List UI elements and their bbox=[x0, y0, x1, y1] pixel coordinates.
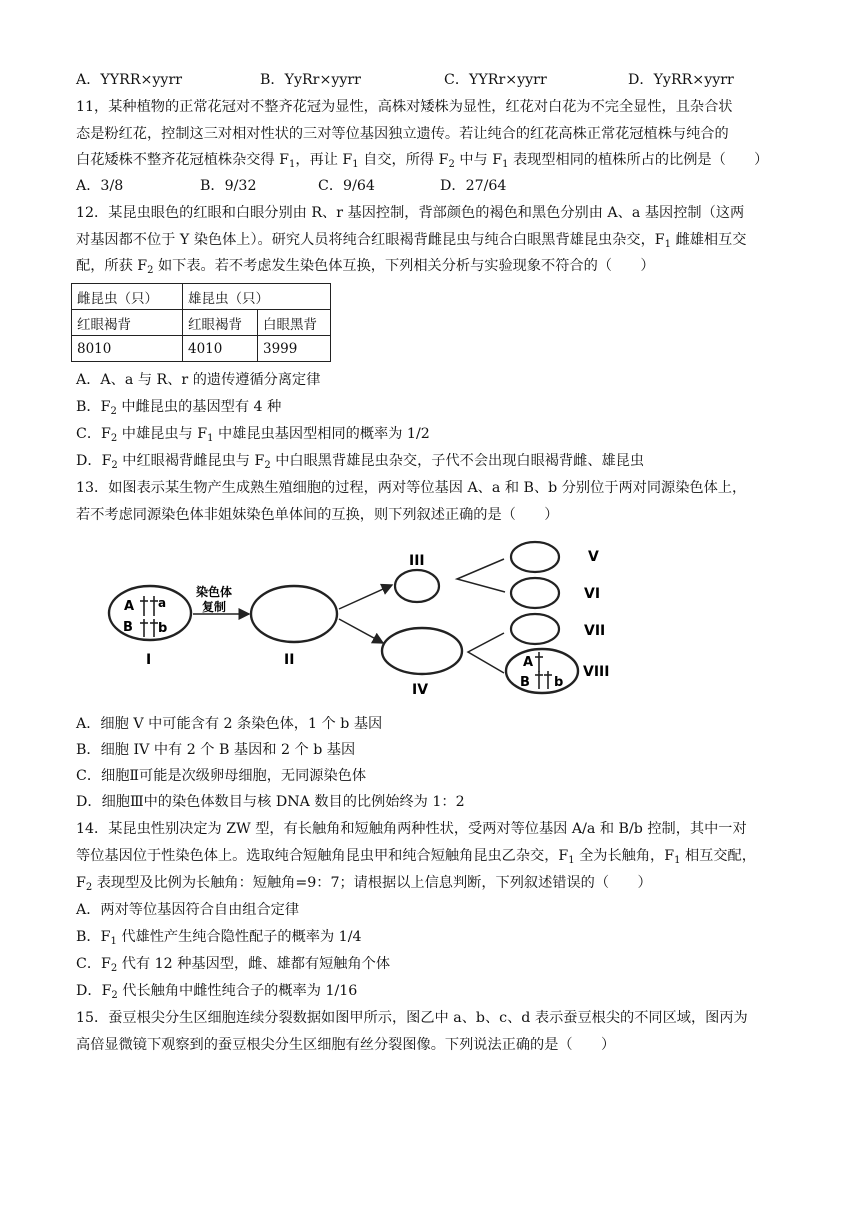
q12-option-a: A．A、a 与 R、r 的遗传遵循分离定律 bbox=[76, 372, 321, 388]
cell-label-1: I bbox=[146, 652, 152, 668]
table-row bbox=[72, 284, 331, 310]
subscript: 1 bbox=[664, 239, 672, 250]
table-header-female: 雌昆虫（只） bbox=[72, 284, 183, 310]
arrow bbox=[339, 619, 383, 643]
subscript: 2 bbox=[110, 406, 117, 417]
q12-text: 对基因都不位于 Y 染色体上）。研究人员将纯合红眼褐背雌昆虫与纯合白眼黑背雄昆虫杂交，F bbox=[76, 232, 665, 248]
q14-text: 等位基因位于性染色体上。选取纯合短触角昆虫甲和纯合短触角昆虫乙杂交，F bbox=[76, 848, 569, 864]
subscript: 1 bbox=[207, 433, 214, 444]
table-cell: 3999 bbox=[258, 336, 331, 362]
allele-label: b bbox=[554, 675, 564, 690]
q11-text: 自交，所得 F bbox=[358, 152, 449, 168]
q14-option-b bbox=[76, 927, 362, 947]
table-header-male: 雄昆虫（只） bbox=[183, 284, 331, 310]
q11-text: 中与 F bbox=[454, 152, 503, 168]
q11-stem-line1: 11，某种植物的正常花冠对不整齐花冠为显性，高株对矮株为显性，红花对白花为不完全显性，且杂合状 bbox=[76, 99, 733, 115]
cell-4 bbox=[382, 628, 462, 674]
subscript: 2 bbox=[264, 460, 271, 471]
subscript: 1 bbox=[502, 159, 509, 170]
q12-text: 中雌昆虫的基因型有 4 种 bbox=[116, 399, 282, 415]
allele-label: A bbox=[523, 655, 534, 670]
q14-text: 代长触角中雌性纯合子的概率为 1/16 bbox=[117, 983, 358, 999]
q12-stem-line3 bbox=[76, 256, 655, 276]
table-cell: 白眼黑背 bbox=[258, 310, 331, 336]
cell-7 bbox=[511, 614, 559, 644]
subscript: 2 bbox=[110, 433, 118, 444]
allele-label: A bbox=[124, 599, 135, 614]
arrow-label-replication: 染色体 bbox=[196, 585, 233, 599]
table-cell: 红眼褐背 bbox=[72, 310, 183, 336]
allele-label: B bbox=[520, 675, 530, 690]
cell-label-6: VI bbox=[584, 586, 601, 602]
q12-text: 配，所获 F bbox=[76, 258, 148, 274]
q10-options bbox=[76, 70, 734, 90]
q12-text: 雌雄相互交 bbox=[671, 232, 747, 248]
q11-option-b: B．9/32 bbox=[200, 178, 257, 194]
cell-label-3: III bbox=[409, 553, 425, 569]
meiosis-diagram bbox=[76, 533, 621, 703]
cell-5 bbox=[511, 542, 559, 572]
table-cell: 红眼褐背 bbox=[183, 310, 258, 336]
q14-option-d bbox=[76, 981, 357, 1001]
q10-option-a: A．YYRR×yyrr bbox=[76, 72, 183, 88]
q12-option-c bbox=[76, 424, 430, 444]
cell-8 bbox=[506, 649, 578, 693]
q15-stem-line2: 高倍显微镜下观察到的蚕豆根尖分生区细胞有丝分裂图像。下列说法正确的是（ ） bbox=[76, 1037, 616, 1053]
q11-text: 白花矮株不整齐花冠植株杂交得 F bbox=[76, 152, 289, 168]
q12-option-b bbox=[76, 397, 281, 417]
q14-text: F bbox=[76, 875, 86, 891]
q11-stem-line3 bbox=[76, 150, 768, 170]
q12-stem-line1: 12．某昆虫眼色的红眼和白眼分别由 R、r 基因控制，背部颜色的褐色和黑色分别由 A、a 基因控制（这两 bbox=[76, 205, 745, 221]
q15-stem-line1: 15．蚕豆根尖分生区细胞连续分裂数据如图甲所示，图乙中 a、b、c、d 表示蚕豆根尖的不同区域，图丙为 bbox=[76, 1010, 748, 1026]
q11-options bbox=[76, 176, 506, 196]
q14-text: 相互交配， bbox=[680, 848, 756, 864]
q12-stem-line2 bbox=[76, 230, 746, 250]
branch-arrow bbox=[468, 633, 504, 673]
subscript: 2 bbox=[111, 460, 118, 471]
cell-1 bbox=[109, 586, 191, 640]
q14-stem-line3 bbox=[76, 873, 652, 893]
q13-stem-line2: 若不考虑同源染色体非姐妹染色单体间的互换，则下列叙述正确的是（ ） bbox=[76, 507, 559, 523]
q14-stem-line1: 14．某昆虫性别决定为 ZW 型，有长触角和短触角两种性状，受两对等位基因 A/a 和 B/b 控制，其中一对 bbox=[76, 821, 747, 837]
subscript: 1 bbox=[352, 159, 359, 170]
q12-text: 如下表。若不考虑发生染色体互换，下列相关分析与实验现象不符合的（ ） bbox=[153, 258, 655, 274]
q14-text: D．F bbox=[76, 983, 112, 999]
allele-label: a bbox=[158, 596, 167, 610]
q12-text: 中雄昆虫与 F bbox=[117, 426, 208, 442]
cell-label-8: VIII bbox=[583, 664, 610, 680]
q12-text: B．F bbox=[76, 399, 111, 415]
subscript: 2 bbox=[448, 159, 455, 170]
cell-label-4: IV bbox=[412, 682, 429, 698]
subscript: 2 bbox=[111, 990, 118, 1001]
table-row bbox=[72, 310, 331, 336]
branch-arrow bbox=[457, 559, 505, 592]
q12-option-d bbox=[76, 451, 644, 471]
q14-option-a: A．两对等位基因符合自由组合定律 bbox=[76, 902, 300, 918]
q12-text: 中红眼褐背雌昆虫与 F bbox=[117, 453, 265, 469]
arrow bbox=[339, 585, 392, 609]
q13-option-b: B．细胞 IV 中有 2 个 B 基因和 2 个 b 基因 bbox=[76, 742, 356, 758]
table-cell: 4010 bbox=[183, 336, 258, 362]
cell-1-chromosomes bbox=[140, 596, 158, 637]
cell-6 bbox=[511, 578, 559, 608]
q14-text: 表现型及比例为长触角：短触角=9：7；请根据以上信息判断，下列叙述错误的（ ） bbox=[92, 875, 652, 891]
q13-option-d: D．细胞Ⅲ中的染色体数目与核 DNA 数目的比例始终为 1：2 bbox=[76, 794, 465, 810]
table-cell: 8010 bbox=[72, 336, 183, 362]
q10-option-b: B．YyRr×yyrr bbox=[260, 72, 361, 88]
q13-stem-line1: 13．如图表示某生物产生成熟生殖细胞的过程，两对等位基因 A、a 和 B、b 分别位于两对同源染色体上， bbox=[76, 480, 747, 496]
q11-text: 表现型相同的植株所占的比例是（ ） bbox=[508, 152, 769, 168]
cell-2 bbox=[251, 586, 337, 642]
cell-8-chromosomes bbox=[535, 652, 552, 689]
q14-text: C．F bbox=[76, 956, 111, 972]
subscript: 2 bbox=[110, 963, 118, 974]
q12-text: 中雄昆虫基因型相同的概率为 1/2 bbox=[213, 426, 430, 442]
allele-label: B bbox=[123, 620, 133, 635]
cell-label-7: VII bbox=[584, 623, 606, 639]
q10-option-c: C．YYRr×yyrr bbox=[444, 72, 547, 88]
cell-label-2: II bbox=[284, 652, 295, 668]
subscript: 1 bbox=[674, 855, 681, 866]
q13-option-a: A．细胞 V 中可能含有 2 条染色体，1 个 b 基因 bbox=[76, 716, 383, 732]
q14-text: 代有 12 种基因型，雌、雄都有短触角个体 bbox=[117, 956, 391, 972]
subscript: 2 bbox=[147, 265, 154, 276]
arrow-label-replication: 复制 bbox=[202, 600, 227, 614]
cell-3 bbox=[395, 570, 439, 602]
q10-option-d: D．YyRR×yyrr bbox=[628, 72, 734, 88]
subscript: 1 bbox=[568, 855, 575, 866]
subscript: 1 bbox=[110, 936, 117, 947]
q12-text: C．F bbox=[76, 426, 111, 442]
q11-text: ，再让 F bbox=[295, 152, 353, 168]
q14-option-c bbox=[76, 954, 390, 974]
q11-option-c: C．9/64 bbox=[318, 178, 375, 194]
q12-data-table bbox=[71, 283, 331, 362]
q11-stem-line2: 态是粉红花，控制这三对相对性状的三对等位基因独立遗传。若让纯合的红花高株正常花冠植株与纯合的 bbox=[76, 126, 729, 142]
q13-option-c: C．细胞Ⅱ可能是次级卵母细胞，无同源染色体 bbox=[76, 768, 367, 784]
q14-stem-line2 bbox=[76, 846, 756, 866]
table-row bbox=[72, 336, 331, 362]
q12-text: 中白眼黑背雄昆虫杂交，子代不会出现白眼褐背雌、雄昆虫 bbox=[270, 453, 645, 469]
q12-text: D．F bbox=[76, 453, 112, 469]
q11-option-d: D．27/64 bbox=[440, 178, 507, 194]
q11-option-a: A．3/8 bbox=[76, 178, 124, 194]
q14-text: 代雄性产生纯合隐性配子的概率为 1/4 bbox=[116, 929, 362, 945]
subscript: 2 bbox=[85, 882, 93, 893]
allele-label: b bbox=[158, 621, 168, 636]
q14-text: 全为长触角，F bbox=[574, 848, 675, 864]
subscript: 1 bbox=[288, 159, 296, 170]
q14-text: B．F bbox=[76, 929, 111, 945]
cell-label-5: V bbox=[588, 549, 599, 565]
